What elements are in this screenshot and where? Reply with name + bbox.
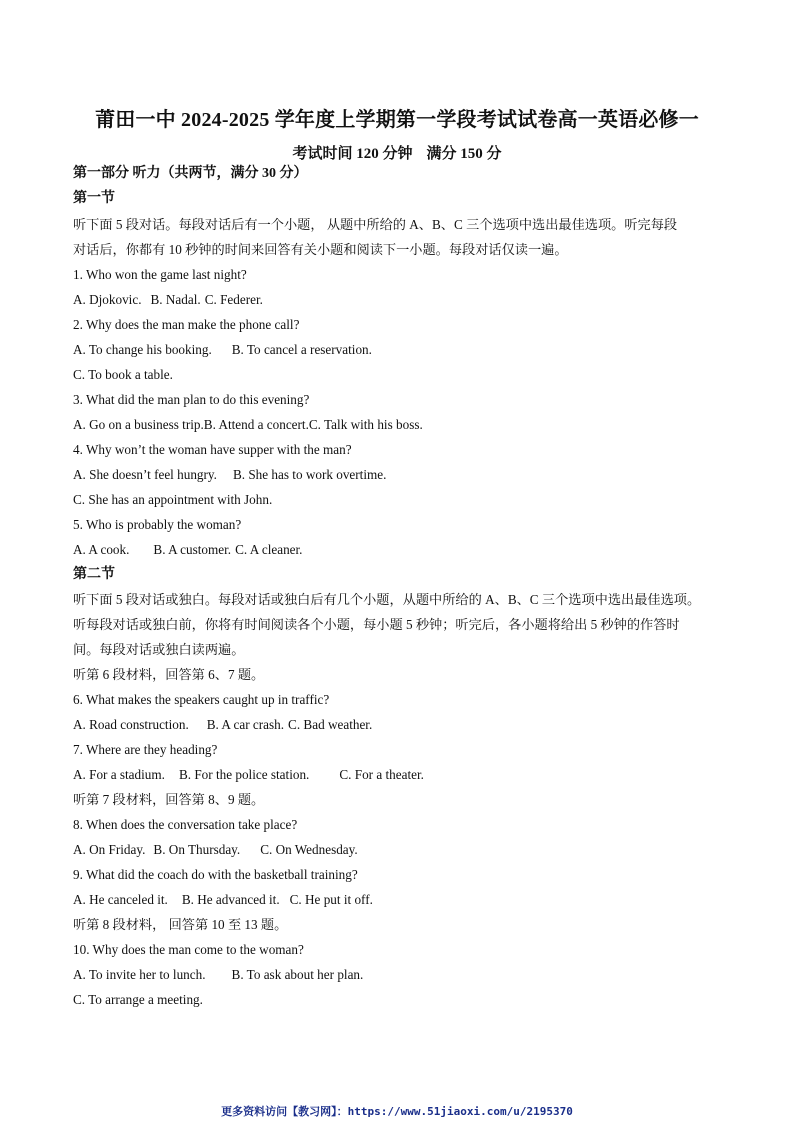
section1-heading: 第一节 [73,191,115,206]
footer-resource-link[interactable]: 更多资料访问【教习网】：https://www.51jiaoxi.com/u/2195370 [221,1105,573,1118]
question-9-stem: 9. What did the coach do with the basketball training? [73,867,358,882]
question-1-option-c: C. Federer. [204,292,263,307]
question-4-option-b: B. She has to work overtime. [232,467,387,482]
question-6-option-a: A. Road construction. [73,717,189,732]
question-3-option-b: B. Attend a concert. [203,417,309,432]
question-8-option-c: C. On Wednesday. [260,842,358,857]
question-3-option-a: A. Go on a business trip. [73,417,204,432]
question-10-option-a: A. To invite her to lunch. [73,967,206,982]
exam-subtitle [0,142,794,163]
exam-title: 莆田一中 2024-2025 学年度上学期第一学段考试试卷高一英语必修一 [95,109,699,131]
question-5-options [73,541,302,559]
section2-instruction-line-3: 间。每段对话或独白读两遍。 [73,642,245,657]
question-8-option-b: B. On Thursday. [153,842,241,857]
question-6-options [73,716,372,734]
question-9-option-c: C. He put it off. [289,892,373,907]
question-7-option-c: C. For a theater. [339,767,424,782]
question-1-option-b: B. Nadal. [150,292,201,307]
question-4-option-c: C. She has an appointment with John. [73,492,273,507]
question-8-option-a: A. On Friday. [73,842,146,857]
question-10-option-c: C. To arrange a meeting. [73,992,203,1007]
question-7-options [73,766,424,784]
question-7-option-a: A. For a stadium. [73,767,165,782]
question-8-stem: 8. When does the conversation take place? [73,817,298,832]
section2-instruction-line-1: 听下面 5 段对话或独白。每段对话或独白后有几个小题，从题中所给的 A、B、C 三个选项中选出最佳选项。 [73,592,701,607]
question-5-option-b: B. A customer. [153,542,232,557]
question-6-option-b: B. A car crash. [206,717,285,732]
question-4-option-a: A. She doesn’t feel hungry. [73,467,217,482]
question-9-options [73,891,373,909]
question-2-options-ab [73,341,372,359]
section2-heading: 第二节 [73,567,115,582]
question-7-option-b: B. For the police station. [178,767,310,782]
section1-instruction-line-2: 对话后，你都有 10 秒钟的时间来回答有关小题和阅读下一小题。每段对话仅读一遍。 [73,242,568,257]
question-1-options [73,291,263,309]
question-4-stem: 4. Why won’t the woman have supper with the man? [73,442,352,457]
material-7-intro: 听第 7 段材料，回答第 8、9 题。 [73,792,265,807]
question-6-option-c: C. Bad weather. [288,717,373,732]
question-2-option-b: B. To cancel a reservation. [231,342,372,357]
question-3-stem: 3. What did the man plan to do this evening? [73,392,310,407]
question-10-options-ab [73,966,363,984]
section2-instruction-line-2: 听每段对话或独白前，你将有时间阅读各个小题，每小题 5 秒钟；听完后，各小题将给出 5 秒钟的作答时 [73,617,680,632]
question-2-option-a: A. To change his booking. [73,342,212,357]
question-9-option-b: B. He advanced it. [181,892,280,907]
question-2-option-c: C. To book a table. [73,367,173,382]
exam-full-score: 满分 150 分 [426,146,502,162]
material-8-intro: 听第 8 段材料， 回答第 10 至 13 题。 [73,917,288,932]
question-3-options [73,416,423,434]
question-6-stem: 6. What makes the speakers caught up in traffic? [73,692,330,707]
question-5-stem: 5. Who is probably the woman? [73,517,242,532]
question-8-options [73,841,358,859]
question-2-stem: 2. Why does the man make the phone call? [73,317,300,332]
exam-time: 考试时间 120 分钟 [292,146,413,162]
question-5-option-c: C. A cleaner. [235,542,303,557]
question-3-option-c: C. Talk with his boss. [308,417,423,432]
question-9-option-a: A. He canceled it. [73,892,168,907]
question-1-stem: 1. Who won the game last night? [73,267,247,282]
question-10-stem: 10. Why does the man come to the woman? [73,942,304,957]
section1-instruction-line-1: 听下面 5 段对话。每段对话后有一个小题， 从题中所给的 A、B、C 三个选项中选出最佳选项。听完每段 [73,217,678,232]
question-7-stem: 7. Where are they heading? [73,742,218,757]
question-1-option-a: A. Djokovic. [73,292,142,307]
material-6-intro: 听第 6 段材料，回答第 6、7 题。 [73,667,265,682]
question-10-option-b: B. To ask about her plan. [231,967,364,982]
part1-heading: 第一部分 听力（共两节，满分 30 分） [73,166,308,181]
question-4-options-ab [73,466,386,484]
question-5-option-a: A. A cook. [73,542,130,557]
